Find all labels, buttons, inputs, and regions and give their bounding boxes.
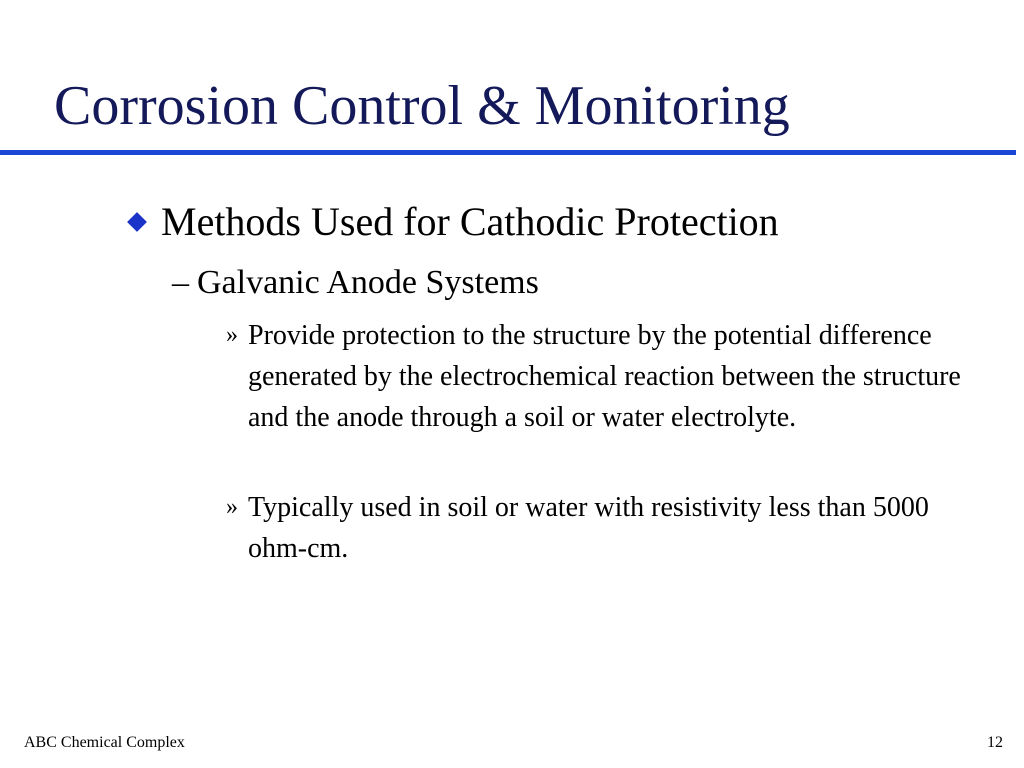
chevron-marker: » <box>226 494 238 520</box>
chevron-marker: » <box>226 322 238 348</box>
bullet-level-2-text: Galvanic Anode Systems <box>197 264 539 301</box>
bullet-level-3-text: Provide protection to the structure by the potential difference generated by the electrochemical reaction between the structure and the anode through a soil or water electrolyte. <box>248 320 961 433</box>
bullet-level-3-text: Typically used in soil or water with resistivity less than 5000 ohm-cm. <box>248 492 929 564</box>
dash-marker: – <box>172 264 189 301</box>
footer-company: ABC Chemical Complex <box>24 734 185 751</box>
title-underline <box>0 150 1016 155</box>
bullet-level-3 <box>226 315 973 438</box>
bullet-level-1 <box>124 200 779 244</box>
page-number: 12 <box>987 734 1003 751</box>
slide-title: Corrosion Control & Monitoring <box>54 75 790 137</box>
bullet-level-3 <box>226 487 973 569</box>
bullet-level-1-text: Methods Used for Cathodic Protection <box>161 199 779 244</box>
diamond-bullet-icon <box>127 212 147 232</box>
bullet-level-2 <box>172 264 539 302</box>
